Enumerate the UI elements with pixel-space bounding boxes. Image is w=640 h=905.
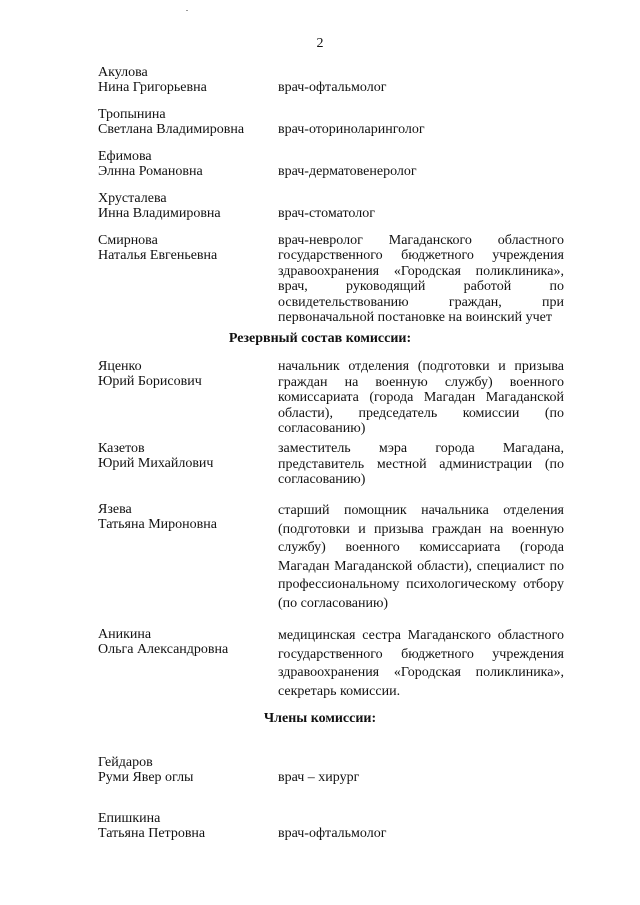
person-role: врач-невролог Магаданского областного государственного бюджетного учреждения здравоохранения «Городская поликлиника», врач, руководящий работой по освидетельствованию граждан, при первоначальной постановке на воинский учет [278,233,564,326]
person-name: Язева Татьяна Мироновна [98,502,217,532]
page-number: 2 [316,36,324,51]
person-name: Яценко Юрий Борисович [98,359,202,389]
person-name: Смирнова Наталья Евгеньевна [98,233,218,263]
section-heading-members: Члены комиссии: [263,711,377,726]
person-role: врач-офтальмолог [278,80,387,95]
person-role: медицинская сестра Магаданского областного государственного бюджетного учреждения здравоохранения «Городская поликлиника», секретарь комиссии. [278,628,564,699]
person-role: врач-офтальмолог [278,826,387,841]
person-name: Епишкина Татьяна Петровна [98,811,206,841]
person-name: Казетов Юрий Михайлович [98,441,214,471]
person-name: Ефимова Элнна Романовна [98,149,203,179]
person-name: Акулова Нина Григорьевна [98,65,207,95]
person-name: Гейдаров Руми Явер оглы [98,755,194,785]
person-role: врач – хирург [278,770,360,785]
person-name: Хрусталева Инна Владимировна [98,191,221,221]
person-role: старший помощник начальника отделения (подготовки и призыва граждан на военную службу) военного комиссариата (города Магадан Магаданской области), специалист по профессиональному психологическому отбору (по согласованию) [278,503,564,611]
person-role: врач-дерматовенеролог [278,164,417,179]
person-role: врач-оториноларинголог [278,122,425,137]
section-heading-reserve: Резервный состав комиссии: [228,331,412,346]
person-name: Тропынина Светлана Владимировна [98,107,245,137]
person-name: Аникина Ольга Александровна [98,627,229,657]
person-role: начальник отделения (подготовки и призыва граждан на военную службу) военного комиссариата (города Магадан Магаданской области), председатель комиссии (по согласованию) [278,359,564,436]
person-role: заместитель мэра города Магадана, представитель местной администрации (по согласованию) [278,441,564,487]
person-role: врач-стоматолог [278,206,375,221]
scan-speck [186,10,188,11]
